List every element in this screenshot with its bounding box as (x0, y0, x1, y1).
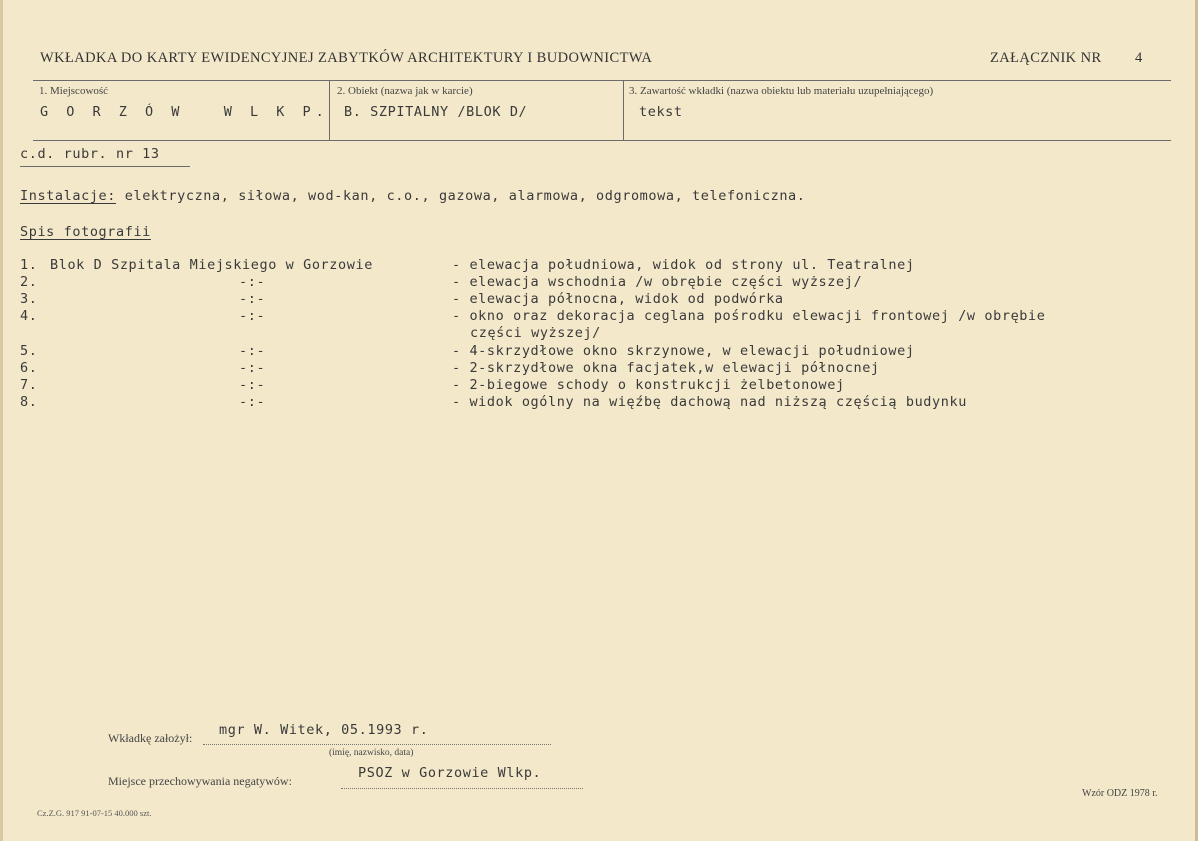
field-divider-1 (329, 80, 330, 140)
created-by-value: mgr W. Witek, 05.1993 r. (219, 722, 429, 738)
form-reference: Wzór ODZ 1978 r. (1082, 788, 1158, 799)
photo-desc: - 2-biegowe schody o konstrukcji żelbetonowej (452, 377, 845, 393)
form-title: WKŁADKA DO KARTY EWIDENCYJNEJ ZABYTKÓW ARCHITEKTURY I BUDOWNICTWA (40, 50, 653, 66)
photo-num: 4. (20, 308, 38, 324)
content-value: tekst (639, 104, 683, 120)
object-label: 2. Obiekt (nazwa jak w karcie) (337, 85, 473, 97)
created-by-dotted-line (203, 744, 551, 745)
photo-subject: -:- (239, 291, 266, 307)
content-label: 3. Zawartość wkładki (nazwa obiektu lub materiału uzupełniającego) (629, 85, 934, 97)
created-by-label: Wkładkę założył: (108, 731, 193, 745)
photo-desc: - elewacja wschodnia /w obrębie części wyższej/ (452, 274, 863, 290)
photo-subject: -:- (239, 377, 266, 393)
object-value: B. SZPITALNY /BLOK D/ (344, 104, 528, 120)
photo-desc: - elewacja północna, widok od podwórka (452, 291, 784, 307)
installations-text: elektryczna, siłowa, wod-kan, c.o., gazowa, alarmowa, odgromowa, telefoniczna. (124, 188, 806, 204)
photo-subject: -:- (239, 394, 266, 410)
field-box-top-line (33, 80, 1171, 81)
photo-num: 7. (20, 377, 38, 393)
photo-desc: - okno oraz dekoracja ceglana pośrodku elewacji frontowej /w obrębie (452, 308, 1046, 324)
installations-label: Instalacje: (20, 188, 117, 204)
photo-desc-continuation: części wyższej/ (470, 325, 601, 341)
photo-subject: -:- (239, 308, 266, 324)
locality-value: G O R Z Ó W W L K P. (40, 104, 329, 120)
negatives-value: PSOZ w Gorzowie Wlkp. (358, 765, 542, 781)
photo-num: 2. (20, 274, 38, 290)
continuation-note: c.d. rubr. nr 13 (20, 146, 160, 162)
photo-desc: - widok ogólny na więźbę dachową nad niższą częścią budynku (452, 394, 967, 410)
photo-desc: - elewacja południowa, widok od strony ul. Teatralnej (452, 257, 915, 273)
photo-num: 8. (20, 394, 38, 410)
photo-desc: - 4-skrzydłowe okno skrzynowe, w elewacji południowej (452, 343, 915, 359)
photo-num: 1. (20, 257, 38, 273)
field-box-bottom-line (33, 140, 1171, 141)
photo-subject: -:- (239, 274, 266, 290)
photos-heading: Spis fotografii (20, 224, 151, 240)
negatives-dotted-line (341, 788, 583, 789)
appendix-label: ZAŁĄCZNIK NR (990, 50, 1102, 66)
photo-subject: Blok D Szpitala Miejskiego w Gorzowie (50, 257, 373, 273)
continuation-underline (20, 166, 190, 167)
photo-subject: -:- (239, 360, 266, 376)
print-code: Cz.Z.G. 917 91-07-15 40.000 szt. (37, 808, 152, 818)
appendix-number: 4 (1135, 50, 1143, 66)
negatives-label: Miejsce przechowywania negatywów: (108, 774, 292, 788)
field-divider-2 (623, 80, 624, 140)
installations-line (20, 188, 806, 204)
locality-label: 1. Miejscowość (39, 85, 109, 97)
photo-num: 3. (20, 291, 38, 307)
photo-num: 5. (20, 343, 38, 359)
photo-subject: -:- (239, 343, 266, 359)
photo-num: 6. (20, 360, 38, 376)
photo-desc: - 2-skrzydłowe okna facjatek,w elewacji północnej (452, 360, 880, 376)
created-by-hint: (imię, nazwisko, data) (329, 748, 414, 758)
